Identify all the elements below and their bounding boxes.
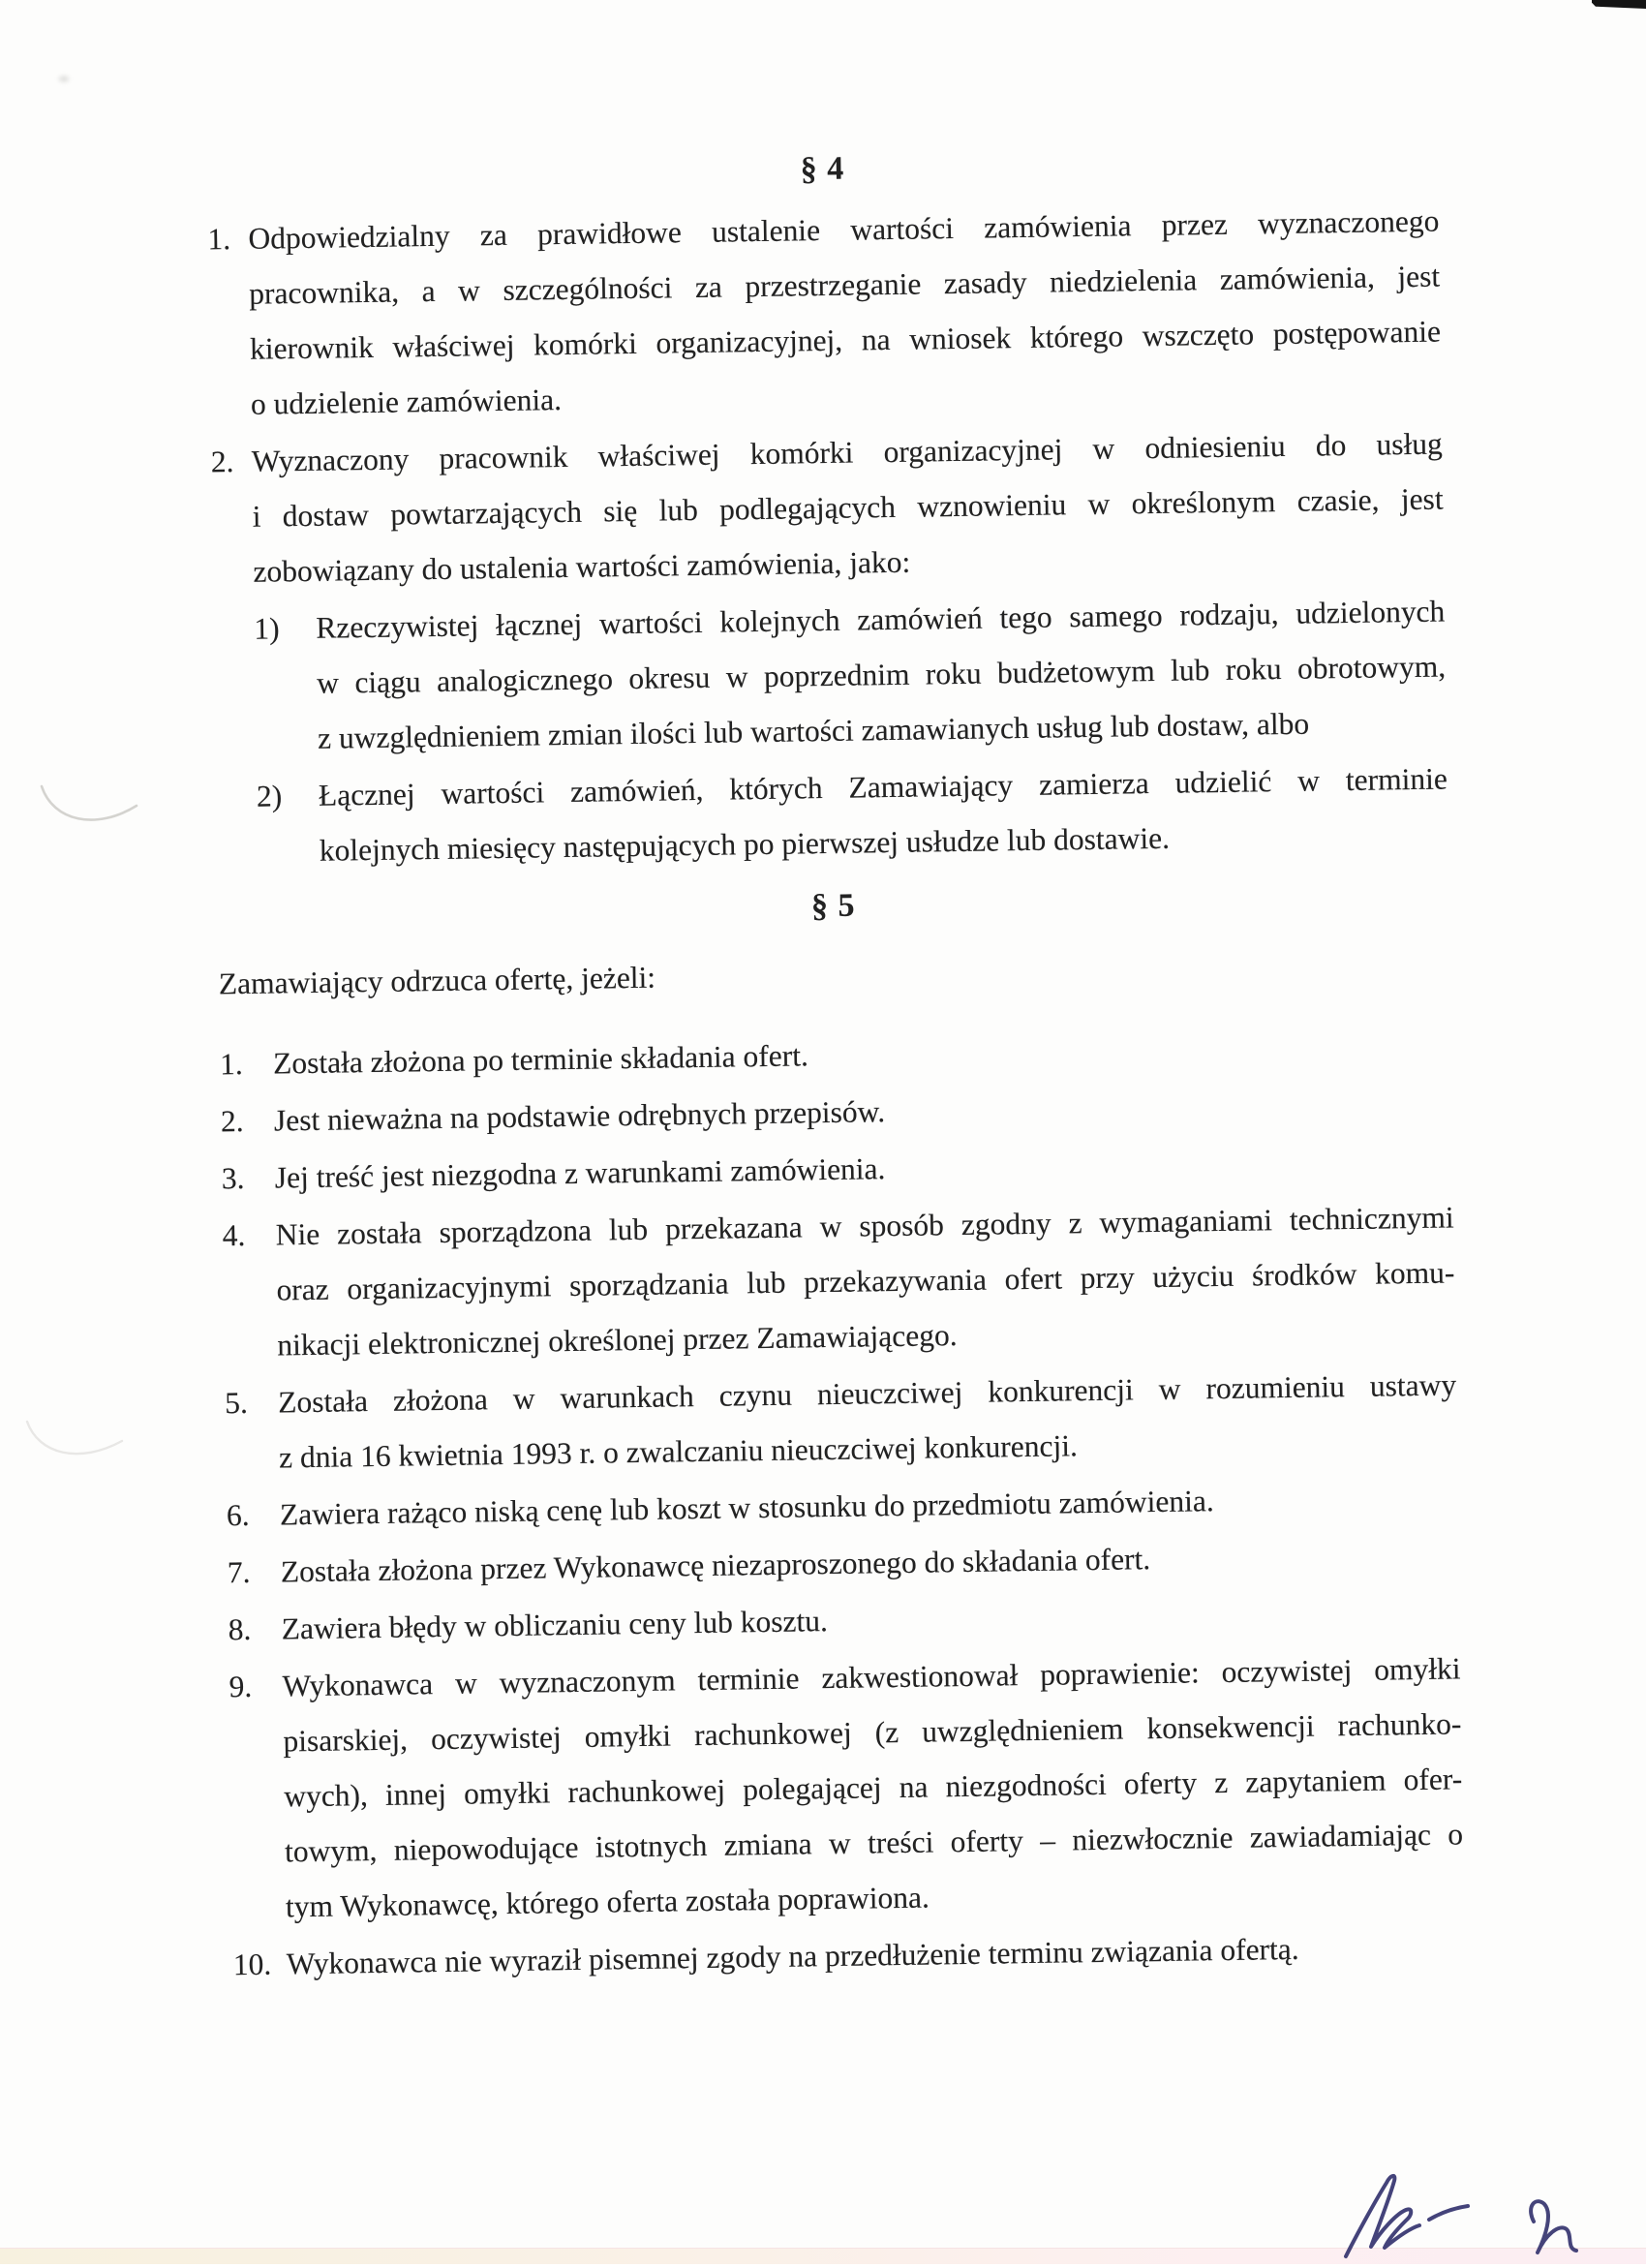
item-number: 1. [207, 222, 231, 257]
item-number: 3. [221, 1160, 245, 1196]
signature-initials-icon [1325, 2161, 1615, 2268]
scan-curl-mark-upper [34, 782, 150, 841]
item-text [278, 1357, 1458, 1485]
item-number: 10. [232, 1946, 272, 1982]
paper-smudge [56, 74, 72, 84]
text-line: tym Wykonawcę, którego oferta została poprawiona. [285, 1880, 930, 1924]
sub-list [254, 584, 1448, 879]
text-line: Została złożona po terminie składania ofert. [272, 1038, 809, 1081]
item-text [248, 194, 1442, 432]
text-line: Wyznaczony pracownik właściwej komórki organizacyjnej w odniesieniu do usług [251, 426, 1443, 478]
text-line: z dnia 16 kwietnia 1993 r. o zwalczaniu nieuczciwej konkurencji. [278, 1428, 1079, 1475]
item-text [319, 751, 1449, 877]
text-line: Odpowiedzialny za prawidłowe ustalenie wartości zamówienia przez wyznaczonego [248, 203, 1440, 256]
text-line: Jej treść jest niezgodna z warunkami zamówienia. [274, 1151, 886, 1195]
section5-list [220, 1018, 1466, 1992]
list-item [207, 194, 1442, 433]
text-line: oraz organizacyjnymi sporządzania lub przekazywania ofert przy użyciu środków komu- [276, 1255, 1455, 1307]
item-number: 2. [220, 1103, 244, 1139]
list-item [254, 584, 1447, 767]
text-line: Została złożona w warunkach czynu nieuczciwej konkurencji w rozumieniu ustawy [277, 1367, 1457, 1420]
signature-left-dash [1429, 2206, 1468, 2220]
item-number: 1) [254, 611, 280, 646]
text-line: zobowiązany do ustalenia wartości zamówienia, jako: [253, 544, 911, 589]
text-line: Nie została sporządzona lub przekazana w sposób zgodny z wymaganiami technicznymi [275, 1200, 1454, 1252]
text-line: Została złożona przez Wykonawcę niezaproszonego do składania ofert. [280, 1542, 1151, 1589]
list-item [229, 1640, 1464, 1935]
text-line: o udzielenie zamówienia. [250, 383, 563, 421]
text-line: i dostaw powtarzających się lub podlegających wznowieniu w określonym czasie, jest [252, 481, 1444, 534]
item-text [316, 584, 1447, 766]
item-number: 9. [229, 1669, 253, 1704]
signature-right-stroke [1531, 2201, 1576, 2253]
item-number: 8. [228, 1611, 252, 1647]
section4-list [207, 194, 1448, 880]
text-line: Zawiera błędy w obliczaniu ceny lub kosztu. [281, 1604, 829, 1646]
item-number: 4. [222, 1217, 246, 1253]
item-number: 5. [224, 1385, 249, 1421]
text-line: Wykonawca nie wyraził pisemnej zgody na przedłużenie terminu związania ofertą. [286, 1931, 1299, 1981]
document-content [206, 133, 1465, 1995]
item-number: 2) [256, 779, 283, 813]
text-line: Rzeczywistej łącznej wartości kolejnych zamówień tego samego rodzaju, udzielonych [316, 594, 1446, 645]
scan-curl-mark-lower [21, 1416, 137, 1474]
text-line: kierownik właściwej komórki organizacyjnej, na wniosek którego wszczęto postępowanie [249, 314, 1442, 366]
text-line: pracownika, a w szczególności za przestrzeganie zasady niedzielenia zamówienia, jest [249, 259, 1441, 311]
item-text [275, 1189, 1455, 1372]
list-item [225, 1357, 1458, 1486]
text-line: towym, niepowodujące istotnych zmiana w treści oferty – niezwłocznie zawiadamiając o [284, 1817, 1464, 1869]
text-line: Łącznej wartości zamówień, których Zamawiający zamierza udzielić w terminie [318, 761, 1448, 812]
item-text [282, 1640, 1464, 1934]
item-text [251, 416, 1444, 599]
list-item [222, 1189, 1455, 1373]
signature-left-stroke [1346, 2176, 1419, 2256]
text-line: Wykonawca w wyznaczonym terminie zakwestionował poprawienie: oczywistej omyłki [282, 1651, 1461, 1703]
section5-intro: Zamawiający odrzuca ofertę, jeżeli: [218, 960, 656, 1001]
section4-heading: § 4 [800, 150, 845, 188]
text-line: pisarskiej, oczywistej omyłki rachunkowej (z uwzględnieniem konsekwencji rachunko- [283, 1706, 1462, 1759]
item-number: 6. [226, 1497, 250, 1533]
text-line: w ciągu analogicznego okresu w poprzednim roku budżetowym lub roku obrotowym, [316, 649, 1447, 700]
text-line: z uwzględnieniem zmian ilości lub wartości zamawianych usług lub dostaw, albo [317, 706, 1310, 755]
section5-heading: § 5 [810, 887, 856, 925]
text-line: wych), innej omyłki rachunkowej polegającej na niezgodności oferty z zapytaniem ofer- [284, 1762, 1463, 1814]
item-number: 7. [227, 1554, 251, 1590]
list-item [257, 751, 1449, 878]
item-number: 1. [219, 1046, 243, 1082]
text-line: Jest nieważna na podstawie odrębnych przepisów. [273, 1094, 886, 1138]
text-line: Zawiera rażąco niską cenę lub koszt w stosunku do przedmiotu zamówienia. [279, 1484, 1214, 1532]
item-number: 2. [210, 444, 234, 479]
text-line: kolejnych miesięcy następujących po pierwszej usłudze lub dostawie. [319, 820, 1171, 868]
text-line: nikacji elektronicznej określonej przez Zamawiającego. [277, 1318, 958, 1363]
list-item [210, 416, 1444, 600]
scan-bar-top-right [1592, 0, 1646, 9]
